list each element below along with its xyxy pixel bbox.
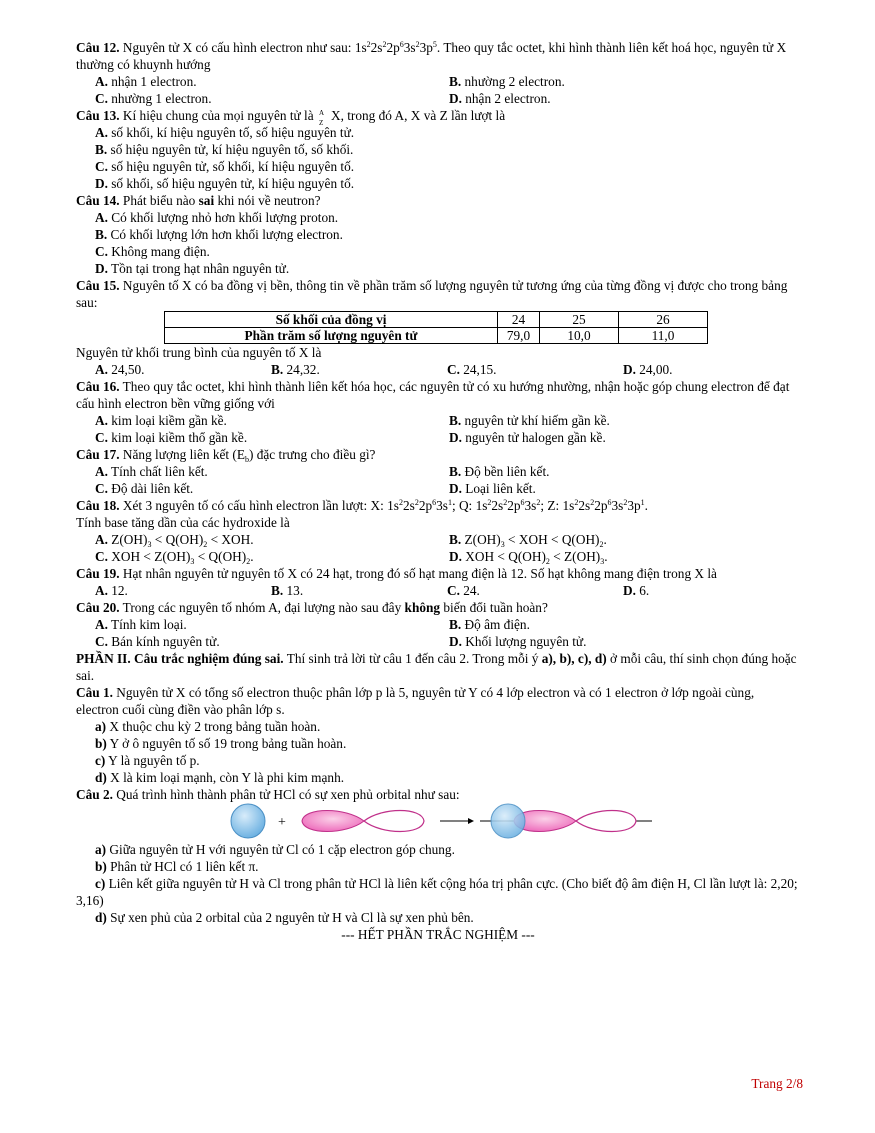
option-c[interactable]: C. số hiệu nguyên tử, số khối, kí hiệu nguyên tố. — [95, 159, 355, 174]
option-a[interactable]: A. 24,50. — [95, 362, 145, 377]
options-row — [76, 548, 800, 565]
option-c[interactable]: C. XOH < $Z(OH)_3 < Q(OH)_2$. — [95, 549, 254, 566]
option-d[interactable]: D. XOH < $Q(OH)_2 < Z(OH)_3$. — [449, 549, 608, 566]
table-header: Phần trăm số lượng nguyên tử — [165, 328, 498, 344]
option-a[interactable]: A. kim loại kiềm gần kề. — [95, 413, 227, 428]
option-b[interactable]: B. nguyên tử khí hiếm gần kề. — [449, 413, 610, 428]
table-cell: 24 — [498, 312, 540, 328]
option-b[interactable]: B. 13. — [271, 583, 304, 598]
options-row — [76, 429, 800, 446]
option-d[interactable]: D. Loại liên kết. — [449, 481, 536, 496]
table-header: Số khối của đồng vị — [165, 312, 498, 328]
question-label: Câu 2. — [76, 787, 113, 802]
tf-question-2: Câu 2. Quá trình hình thành phân tử HCl có sự xen phủ orbital như sau: — [76, 787, 460, 802]
options-row — [76, 412, 800, 429]
hcl-overlap — [480, 804, 652, 838]
electron-config: $1s^22s^22p^63s^2$ — [475, 498, 541, 513]
statement-d[interactable]: d) X là kim loại mạnh, còn Y là phi kim mạnh. — [95, 770, 345, 785]
page-number: Trang 2/8 — [751, 1076, 803, 1091]
option-c[interactable]: C. Bán kính nguyên tử. — [95, 634, 220, 649]
option-c[interactable]: C. 24. — [447, 583, 480, 598]
option-a[interactable]: A. 12. — [95, 583, 128, 598]
emphasis: không — [404, 600, 441, 615]
option-a[interactable]: A. Có khối lượng nhỏ hơn khối lượng proton. — [95, 210, 339, 225]
isotope-table — [164, 311, 708, 344]
electron-config: $1s^22s^22p^63s^23p^5$ — [354, 40, 437, 55]
table-cell: 10,0 — [540, 328, 619, 344]
option-d[interactable]: D. 6. — [623, 583, 650, 598]
table-row — [165, 328, 708, 344]
question-text: . Theo quy tắc octet, khi hình thành liên kết hoá học, nguyên tử X thường có khuynh hướng — [76, 40, 787, 72]
options-row — [76, 582, 800, 599]
question-label: Câu 18. — [76, 498, 120, 513]
table-row — [165, 312, 708, 328]
option-a[interactable]: A. Tính kim loại. — [95, 617, 187, 632]
emphasis: sai — [198, 193, 215, 208]
part-2-heading: PHẦN II. Câu trắc nghiệm đúng sai. Thí sinh trả lời từ câu 1 đến câu 2. Trong mỗi ý a), b), c), d) ở mỗi câu, thí sinh chọn đúng hoặc sai. — [76, 651, 797, 683]
table-cell: 11,0 — [619, 328, 708, 344]
option-d[interactable]: D. Khối lượng nguyên tử. — [449, 634, 587, 649]
question-label: Câu 20. — [76, 600, 120, 615]
option-b[interactable]: B. số hiệu nguyên tử, kí hiệu nguyên tố, số khối. — [95, 142, 354, 157]
question-label: Câu 13. — [76, 108, 120, 123]
question-19: Câu 19. Hạt nhân nguyên tử nguyên tố X có 24 hạt, trong đó số hạt mang điện là 12. Số hạt không mang điện trong X là — [76, 566, 717, 581]
question-label: Câu 17. — [76, 447, 120, 462]
statement-d[interactable]: d) Sự xen phủ của 2 orbital của 2 nguyên tử H và Cl là sự xen phủ bên. — [95, 910, 474, 925]
question-label: Câu 15. — [76, 278, 120, 293]
option-d[interactable]: D. Tồn tại trong hạt nhân nguyên tử. — [95, 261, 290, 276]
option-c[interactable]: C. kim loại kiềm thổ gần kề. — [95, 430, 248, 445]
option-c[interactable]: C. Không mang điện. — [95, 244, 210, 259]
options-row — [76, 90, 800, 107]
hcl-orbital-diagram — [76, 803, 800, 841]
option-b[interactable]: B. Độ bền liên kết. — [449, 464, 550, 479]
option-a[interactable]: A. $Z(OH)_3 < Q(OH)_2$ < XOH. — [95, 532, 254, 549]
question-12 — [76, 39, 800, 73]
statement-c[interactable]: c) Liên kết giữa nguyên tử H và Cl trong phân tử HCl là liên kết cộng hóa trị phân cực. (Cho biết độ âm điện H, Cl lần lượt là: 2,20; 3,16) — [76, 876, 798, 908]
statement-a[interactable]: a) X thuộc chu kỳ 2 trong bảng tuần hoàn. — [95, 719, 321, 734]
option-a[interactable]: A. nhận 1 electron. — [95, 74, 197, 89]
electron-config: $1s^22s^22p^63s^23p^1$ — [562, 498, 645, 513]
table-cell: 79,0 — [498, 328, 540, 344]
options-row — [76, 463, 800, 480]
options-row — [76, 73, 800, 90]
option-b[interactable]: B. Độ âm điện. — [449, 617, 530, 632]
statement-b[interactable]: b) Phân tử HCl có 1 liên kết π. — [95, 859, 259, 874]
question-label: Câu 14. — [76, 193, 120, 208]
option-c[interactable]: C. nhường 1 electron. — [95, 91, 212, 106]
option-a[interactable]: A. Tính chất liên kết. — [95, 464, 208, 479]
question-16: Câu 16. Theo quy tắc octet, khi hình thành liên kết hóa học, các nguyên tử có xu hướng nhường, nhận hoặc góp chung electron để đạt cấu hình electron bền vững giống với — [76, 379, 790, 411]
question-18: Câu 18. Xét 3 nguyên tố có cấu hình electron lần lượt: X: $1s^22s^22p^63s^1$; Q: $1s^22s^22p^63s^2$; Z: $1s^22s^22p^63s^23p^1$. Tính base tăng dần của các hydroxide là — [76, 498, 648, 530]
question-17: Câu 17. Năng lượng liên kết $(E_b)$ đặc trưng cho điều gì? — [76, 447, 376, 464]
p-orbital-cl — [302, 811, 424, 832]
isotope-symbol: A Z — [318, 109, 325, 127]
option-a[interactable]: A. số khối, kí hiệu nguyên tố, số hiệu nguyên tử. — [95, 125, 355, 140]
question-label: Câu 19. — [76, 566, 120, 581]
option-d[interactable]: D. nhận 2 electron. — [449, 91, 551, 106]
option-b[interactable]: B. nhường 2 electron. — [449, 74, 565, 89]
option-c[interactable]: C. 24,15. — [447, 362, 497, 377]
question-label: Câu 16. — [76, 379, 120, 394]
section-title: PHẦN II. Câu trắc nghiệm đúng sai. — [76, 651, 284, 666]
question-13: Câu 13. Kí hiệu chung của mọi nguyên tử là A Z X, trong đó A, X và Z lần lượt là — [76, 108, 506, 127]
question-14: Câu 14. Phát biểu nào sai khi nói về neutron? — [76, 193, 321, 208]
option-c[interactable]: C. Độ dài liên kết. — [95, 481, 194, 496]
question-text: Nguyên tử khối trung bình của nguyên tố X là — [76, 345, 322, 360]
option-b[interactable]: B. 24,32. — [271, 362, 320, 377]
reaction-arrow — [440, 818, 474, 824]
option-d[interactable]: D. nguyên tử halogen gần kề. — [449, 430, 606, 445]
s-orbital-h — [231, 804, 265, 838]
orbital-overlap-svg — [76, 803, 800, 841]
question-20: Câu 20. Trong các nguyên tố nhóm A, đại lượng nào sau đây không biến đổi tuần hoàn? — [76, 600, 548, 615]
question-label: Câu 12. — [76, 40, 120, 55]
plus-sign: + — [278, 815, 286, 830]
table-cell: 26 — [619, 312, 708, 328]
question-text: Nguyên tử X có cấu hình electron như sau: — [119, 40, 355, 55]
electron-config: $1s^22s^22p^63s^1$ — [387, 498, 452, 513]
option-d[interactable]: D. số khối, số hiệu nguyên tử, kí hiệu nguyên tố. — [95, 176, 355, 191]
table-cell: 25 — [540, 312, 619, 328]
options-row — [76, 361, 800, 378]
exam-page — [76, 39, 800, 943]
option-b[interactable]: B. $Z(OH)_3$ < XOH < $Q(OH)_2$. — [449, 532, 607, 549]
options-row — [76, 531, 800, 548]
question-label: Câu 1. — [76, 685, 113, 700]
statement-b[interactable]: b) Y ở ô nguyên tố số 19 trong bảng tuần hoàn. — [95, 736, 347, 751]
tf-question-1: Câu 1. Nguyên tử X có tổng số electron thuộc phân lớp p là 5, nguyên tử Y có 4 lớp electron và có 1 electron ở lớp ngoài cùng, electron cuối cùng điền vào phân lớp s. — [76, 685, 755, 717]
statement-c[interactable]: c) Y là nguyên tố p. — [95, 753, 200, 768]
statement-a[interactable]: a) Giữa nguyên tử H với nguyên tử Cl có 1 cặp electron góp chung. — [95, 842, 455, 857]
end-of-section: --- HẾT PHẦN TRẮC NGHIỆM --- — [341, 927, 535, 942]
option-d[interactable]: D. 24,00. — [623, 362, 673, 377]
option-b[interactable]: B. Có khối lượng lớn hơn khối lượng electron. — [95, 227, 343, 242]
options-row — [76, 480, 800, 497]
options-row — [76, 616, 800, 633]
options-row — [76, 633, 800, 650]
question-15: Câu 15. Nguyên tố X có ba đồng vị bền, thông tin về phần trăm số lượng nguyên tử tương ứng của từng đồng vị được cho trong bảng sau: — [76, 278, 788, 310]
